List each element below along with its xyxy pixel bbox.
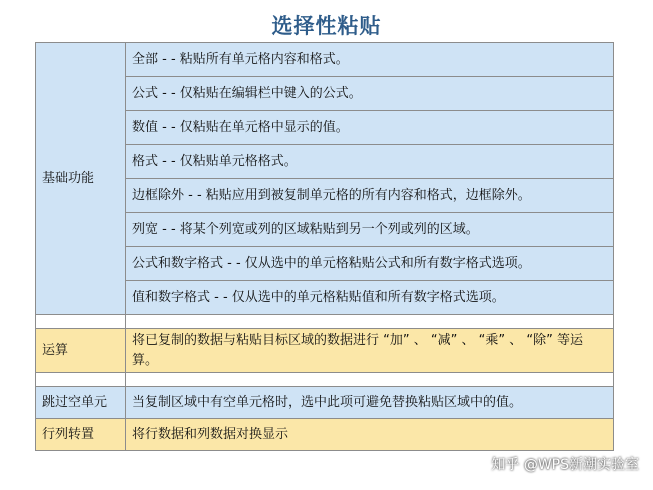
basic-item: 值和数字格式 - - 仅从选中的单元格粘贴值和所有数字格式选项。 (126, 281, 614, 315)
skip-blanks-description: 当复制区域中有空单元格时，选中此项可避免替换粘贴区域中的值。 (126, 387, 614, 419)
operation-description: 将已复制的数据与粘贴目标区域的数据进行 “加” 、 “减” 、 “乘” 、 “除” 等运算。 (126, 329, 614, 373)
paste-special-table (35, 42, 614, 451)
table-row (36, 419, 614, 451)
basic-item: 公式 - - 仅粘贴在编辑栏中键入的公式。 (126, 77, 614, 111)
table-row (36, 43, 614, 77)
section-label-operation: 运算 (36, 329, 126, 373)
table-row (36, 329, 614, 373)
basic-item: 边框除外 - - 粘贴应用到被复制单元格的所有内容和格式，边框除外。 (126, 179, 614, 213)
spacer-row (36, 315, 614, 329)
section-label-skip-blanks: 跳过空单元 (36, 387, 126, 419)
watermark: 知乎 @WPS新潮实验室 (491, 457, 639, 473)
page-title: 选择性粘贴 (271, 14, 382, 38)
section-label-transpose: 行列转置 (36, 419, 126, 451)
basic-item: 数值 - - 仅粘贴在单元格中显示的值。 (126, 111, 614, 145)
table-row (36, 387, 614, 419)
basic-item: 列宽 - - 将某个列宽或列的区域粘贴到另一个列或列的区域。 (126, 213, 614, 247)
section-label-basic: 基础功能 (36, 43, 126, 315)
spacer-row (36, 373, 614, 387)
basic-item: 全部 - - 粘贴所有单元格内容和格式。 (126, 43, 614, 77)
basic-item: 公式和数字格式 - - 仅从选中的单元格粘贴公式和所有数字格式选项。 (126, 247, 614, 281)
basic-item: 格式 - - 仅粘贴单元格格式。 (126, 145, 614, 179)
transpose-description: 将行数据和列数据对换显示 (126, 419, 614, 451)
